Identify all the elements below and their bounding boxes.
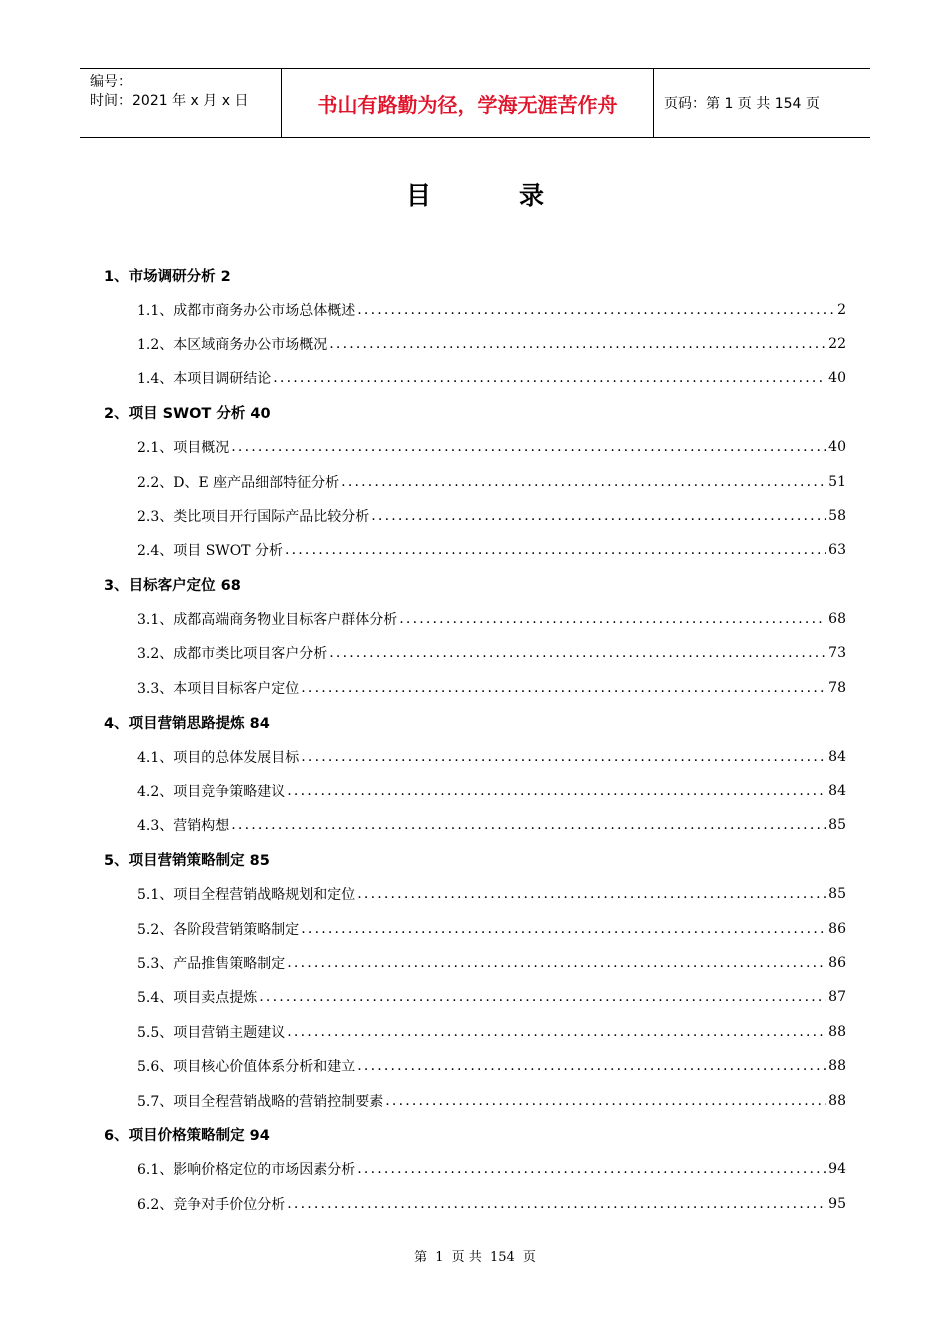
toc-entry[interactable]: [104, 602, 846, 636]
toc-entry-label: 2.4、项目 SWOT 分析: [137, 543, 283, 560]
toc-dot-leader: [285, 542, 826, 558]
toc-entry-label: 4.1、项目的总体发展目标: [137, 749, 300, 766]
toc-entry-page: 63: [828, 542, 846, 559]
toc-dot-leader: [341, 474, 826, 490]
toc-section-heading[interactable]: 5、项目营销策略制定 85: [104, 853, 270, 870]
toc-entry-label: 5.2、各阶段营销策略制定: [137, 921, 300, 938]
toc-entry[interactable]: [104, 980, 846, 1014]
toc-entry[interactable]: [104, 327, 846, 361]
toc-entry-page: 40: [828, 439, 846, 456]
document-number-label: 编号：: [90, 74, 132, 90]
toc-dot-leader: [273, 370, 826, 386]
toc-dot-leader: [301, 749, 826, 765]
toc-section-heading[interactable]: 6、项目价格策略制定 94: [104, 1128, 270, 1145]
toc-entry-label: 1.4、本项目调研结论: [137, 371, 272, 388]
toc-entry-page: 84: [828, 748, 846, 765]
toc-dot-leader: [399, 611, 826, 627]
toc-entry-page: 84: [828, 783, 846, 800]
toc-dot-leader: [385, 1093, 826, 1109]
toc-entry-page: 78: [828, 679, 846, 696]
toc-entry-label: 1.2、本区域商务办公市场概况: [137, 336, 328, 353]
toc-section-heading[interactable]: 4、项目营销思路提炼 84: [104, 715, 270, 732]
toc-dot-leader: [287, 955, 826, 971]
toc-entry-page: 88: [828, 1092, 846, 1109]
toc-entry-page: 51: [828, 473, 846, 490]
toc-dot-leader: [301, 680, 826, 696]
toc-entry[interactable]: [104, 361, 846, 395]
toc-dot-leader: [301, 921, 826, 937]
toc-entry[interactable]: [104, 877, 846, 911]
toc-entry-page: 68: [828, 611, 846, 628]
toc-entry[interactable]: [104, 636, 846, 670]
toc-entry-label: 5.7、项目全程营销战略的营销控制要素: [137, 1093, 384, 1110]
toc-entry[interactable]: [104, 533, 846, 567]
toc-entry-page: 40: [828, 370, 846, 387]
toc-dot-leader: [357, 302, 835, 318]
header-meta: [80, 69, 282, 137]
toc-entry[interactable]: [104, 911, 846, 945]
toc-entry-label: 5.4、项目卖点提炼: [137, 990, 258, 1007]
toc-entry-page: 22: [828, 335, 846, 352]
toc-entry-page: 2: [837, 301, 846, 318]
page-footer: [0, 1246, 950, 1265]
toc-entry-page: 86: [828, 920, 846, 937]
footer-prefix: 第: [414, 1250, 428, 1265]
toc-entry-label: 3.1、成都高端商务物业目标客户群体分析: [137, 612, 398, 629]
toc-dot-leader: [287, 1024, 826, 1040]
toc-entry[interactable]: [104, 739, 846, 773]
toc-entry-page: 88: [828, 1058, 846, 1075]
footer-suffix: 页: [522, 1250, 536, 1265]
toc-entry[interactable]: [104, 1152, 846, 1186]
page-header: [80, 68, 870, 138]
toc-entry-label: 2.2、D、E 座产品细部特征分析: [137, 474, 340, 491]
toc-entry-page: 58: [828, 507, 846, 524]
toc-entry-label: 1.1、成都市商务办公市场总体概述: [137, 302, 356, 319]
toc-entry[interactable]: [104, 1187, 846, 1221]
toc-entry-page: 87: [828, 989, 846, 1006]
toc-entry[interactable]: [104, 499, 846, 533]
toc-entry[interactable]: [104, 946, 846, 980]
toc-dot-leader: [231, 439, 826, 455]
toc-entry[interactable]: [104, 1015, 846, 1049]
toc-entry-page: 86: [828, 955, 846, 971]
toc-dot-leader: [329, 645, 826, 661]
toc-entry[interactable]: [104, 430, 846, 464]
toc-dot-leader: [357, 1161, 826, 1177]
document-date: 时间：2021 年 x 月 x 日: [90, 93, 249, 109]
toc-entry-label: 2.3、类比项目开行国际产品比较分析: [137, 508, 370, 525]
toc-dot-leader: [329, 336, 826, 352]
toc-entry-label: 5.1、项目全程营销战略规划和定位: [137, 887, 356, 904]
toc-entry-label: 2.1、项目概况: [137, 440, 230, 457]
toc-entry[interactable]: [104, 774, 846, 808]
toc-dot-leader: [287, 1196, 826, 1212]
toc-entry-page: 73: [828, 645, 846, 662]
toc-entry-label: 5.5、项目营销主题建议: [137, 1024, 286, 1041]
toc-entry[interactable]: [104, 464, 846, 498]
toc-entry-page: 95: [828, 1195, 846, 1212]
toc-entry-label: 5.6、项目核心价值体系分析和建立: [137, 1059, 356, 1076]
toc-entry-label: 6.2、竞争对手价位分析: [137, 1196, 286, 1213]
toc-dot-leader: [231, 817, 826, 833]
toc-entry[interactable]: [104, 292, 846, 326]
toc-section-heading[interactable]: 1、市场调研分析 2: [104, 268, 231, 285]
toc-dot-leader: [259, 989, 826, 1005]
toc-entry[interactable]: [104, 808, 846, 842]
toc-entry[interactable]: [104, 671, 846, 705]
toc-dot-leader: [357, 1058, 826, 1074]
header-page-info: 页码：第 1 页 共 154 页: [664, 96, 820, 112]
toc-entry-label: 5.3、产品推售策略制定: [137, 956, 286, 972]
toc-entry-label: 3.3、本项目目标客户定位: [137, 680, 300, 697]
footer-current-page: 1: [435, 1250, 444, 1265]
header-motto: 书山有路勤为径，学海无涯苦作舟: [282, 69, 654, 137]
toc-dot-leader: [371, 508, 826, 524]
toc-entry-label: 6.1、影响价格定位的市场因素分析: [137, 1162, 356, 1179]
toc-entry-label: 4.2、项目竞争策略建议: [137, 784, 286, 801]
footer-total-pages: 154: [489, 1250, 515, 1265]
toc-dot-leader: [287, 783, 826, 799]
table-of-contents: [104, 258, 846, 1221]
toc-dot-leader: [357, 886, 826, 902]
toc-entry-page: 85: [828, 817, 846, 834]
toc-entry-page: 88: [828, 1023, 846, 1040]
toc-entry[interactable]: [104, 1049, 846, 1083]
toc-entry[interactable]: [104, 1083, 846, 1117]
toc-entry-label: 4.3、营销构想: [137, 818, 230, 835]
toc-entry-page: 94: [828, 1161, 846, 1178]
toc-section-heading[interactable]: 2、项目 SWOT 分析 40: [104, 406, 271, 423]
footer-mid: 页 共: [451, 1250, 482, 1265]
toc-entry-label: 3.2、成都市类比项目客户分析: [137, 646, 328, 663]
page-title: 目录: [405, 181, 632, 210]
toc-entry-page: 85: [828, 886, 846, 903]
toc-section-heading[interactable]: 3、目标客户定位 68: [104, 578, 241, 595]
